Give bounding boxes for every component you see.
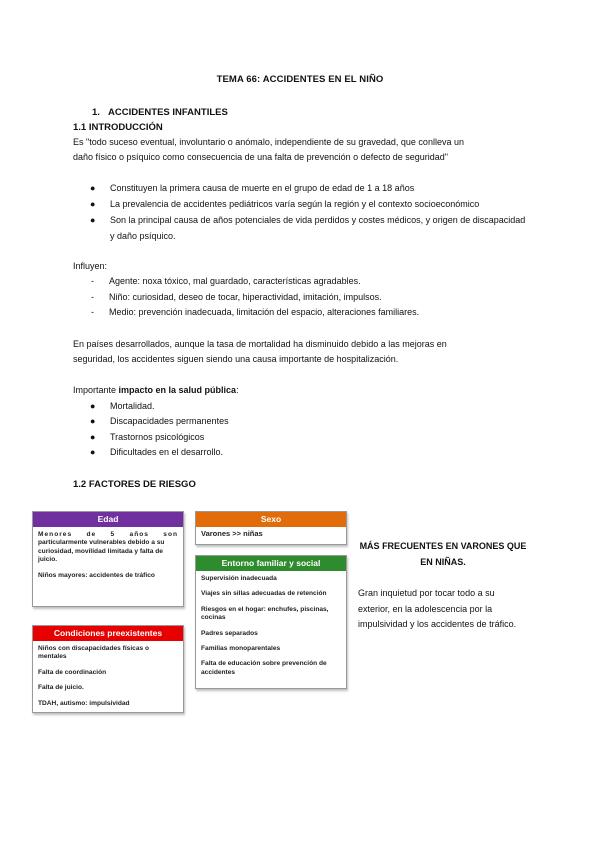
bullet-icon: ●	[90, 215, 96, 225]
edad-header: Edad	[33, 512, 183, 527]
bullet-icon: ●	[90, 401, 96, 411]
bullet-icon: ●	[90, 199, 96, 209]
list-item: Riesgos en el hogar: enchufes, piscinas, cocinas	[201, 605, 329, 622]
list-item: TDAH, autismo: impulsividad	[38, 699, 130, 707]
edad-mayores: Niños mayores: accidentes de tráfico	[38, 571, 155, 579]
edad-lead: Menores de 5 años son	[38, 531, 178, 538]
list-item: Viajes sin sillas adecuadas de retención	[201, 590, 327, 598]
impact-intro: Importante impacto en la salud pública:	[73, 385, 239, 395]
bullet-icon: ●	[90, 416, 96, 426]
edad-box	[32, 511, 184, 607]
condiciones-header: Condiciones preexistentes	[33, 626, 183, 641]
definition-line: daño físico o psíquico como consecuencia de una falta de prevención o defecto de seguridad"	[73, 152, 448, 163]
sexo-box	[195, 511, 347, 545]
list-item: Familias monoparentales	[201, 645, 281, 653]
list-item: Falta de coordinación	[38, 668, 107, 676]
list-item: Padres separados	[201, 629, 258, 637]
page-title: TEMA 66: ACCIDENTES EN EL NIÑO	[216, 74, 384, 85]
edad-text: particularmente vulnerables debido a su curiosidad, movilidad limitada y falta de juicio.	[38, 539, 165, 564]
entorno-box	[195, 555, 347, 689]
list-item: Falta de educación sobre prevención de accidentes	[201, 660, 327, 676]
sexo-value: Varones >> niñas	[201, 529, 263, 538]
bullet-icon: ●	[90, 432, 96, 442]
risk-heading: 1.2 FACTORES DE RIESGO	[73, 479, 196, 490]
document-page: TEMA 66: ACCIDENTES EN EL NIÑO 1. ACCIDENTES INFANTILES 1.1 INTRODUCCIÓN Es "todo suceso eventual, involuntario o anómalo, independiente de su gravedad, que conlleva un daño físico o psíquico como consecuencia de una falta de prevención o defecto de seguridad" ● Constituyen la primera causa de muerte en el grupo de edad de 1 a 18 años ● La prevalencia de accidentes pediátricos varía según la región y el contexto socioeconómico ● Son la principal causa de años potenciales de vida perdidos y costes médicos, y origen de discapacidad y daño psíquico. Influyen: - Agente: noxa tóxico, mal guardado, características agradables. - Niño: curiosidad, deseo de tocar, hiperactividad, imitación, impulsos. - Medio: prevención inadecuada, limitación del espacio, alteraciones familiares. En países desarrollados, aunque la tasa de mortalidad ha disminuido debido a las mejoras en seguridad, los accidentes siguen siendo una causa importante de hospitalización. Importante impacto en la salud pública: ● Mortalidad. ● Discapacidades permanentes ● Trastornos psicológicos ● Dificultades en el desarrollo. 1.2 FACTORES DE RIESGO Edad Menores de 5 años son particularmente vulnerables debido a su curiosidad, movilidad limitada y falta de juicio. Niños mayores: accidentes de tráfico Condiciones preexistentes Niños con discapacidades físicas o mentales Falta de coordinación Falta de juicio. TDAH, autismo: impulsividad Sexo Varones >> niñas Entorno familiar y social Supervisión inadecuada Viajes sin sillas adecuadas de retención Riesgos en el hogar: enchufes, piscinas, cocinas Padres separados Familias monoparentales Falta de educación sobre prevención de accidentes MÁS FRECUENTES EN VARONES QUE EN NIÑAS. Gran inquietud por tocar todo a su exterior, en la adolescencia por la impulsividad y los accidentes de tráfico.	[0, 0, 600, 848]
sexo-header: Sexo	[196, 512, 346, 527]
section-number: 1.	[92, 107, 100, 118]
influyen-label: Influyen:	[73, 261, 108, 271]
bullet-icon: ●	[90, 183, 96, 193]
side-title: MÁS FRECUENTES EN VARONES QUE EN NIÑAS.	[359, 541, 527, 567]
entorno-header: Entorno familiar y social	[196, 556, 346, 571]
paragraph: En países desarrollados, aunque la tasa de mortalidad ha disminuido debido a las mejoras en seguridad, los accidentes siguen siendo una causa importante de hospitalización.	[73, 339, 447, 365]
condiciones-box	[32, 625, 184, 713]
definition	[73, 135, 533, 165]
side-text: Gran inquietud por tocar todo a su exterior, en la adolescencia por la impulsividad y los accidentes de tráfico.	[358, 588, 517, 629]
definition-line: Es "todo suceso eventual, involuntario o anómalo, independiente de su gravedad, que conlleva un	[73, 137, 464, 147]
section-label: ACCIDENTES INFANTILES	[108, 107, 228, 118]
bullet-icon: ●	[90, 447, 96, 457]
list-item: Niños con discapacidades físicas o mentales	[38, 645, 150, 661]
list-item: Falta de juicio.	[38, 684, 84, 692]
section-heading	[92, 107, 228, 118]
list-item: Supervisión inadecuada	[201, 575, 277, 582]
list-item: ● Son la principal causa de años potenciales de vida perdidos y costes médicos, y origen de discapacidad y daño psíquico.	[90, 215, 526, 241]
intro-heading: 1.1 INTRODUCCIÓN	[73, 122, 163, 133]
